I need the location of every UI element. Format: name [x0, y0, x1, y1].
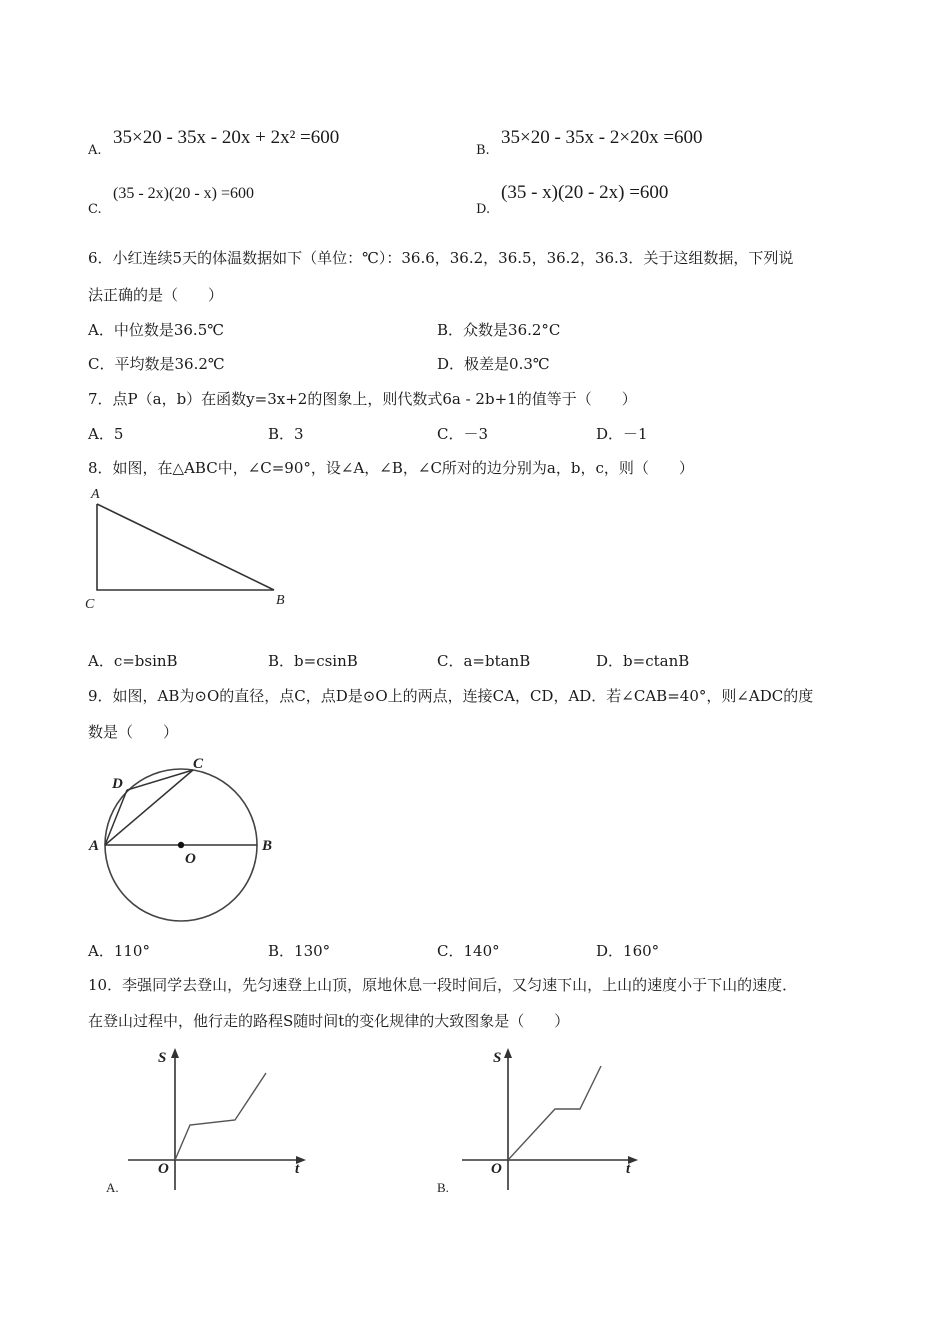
point-b-label: B — [262, 838, 273, 854]
graph-a-t-label: t — [295, 1161, 300, 1177]
q5-option-b-formula: 35×20 - 35x - 2×20x =600 — [501, 127, 703, 148]
q5-option-b-letter: B. — [476, 143, 490, 158]
vertex-c-label: C — [85, 597, 95, 612]
q9-circle-figure — [80, 750, 300, 930]
q5-option-d-formula: (35 - x)(20 - 2x) =600 — [501, 182, 669, 203]
graph-b-origin-label: O — [491, 1161, 502, 1177]
graph-b-s-arrow — [504, 1048, 512, 1058]
chord-ad — [105, 790, 127, 845]
q5-option-c-formula: (35 - 2x)(20 - x) =600 — [113, 185, 254, 202]
q9-option-c: C．140° — [437, 942, 500, 960]
q7-stem: 7．点P（a，b）在函数y=3x+2的图象上，则代数式6a - 2b+1的值等于（ ） — [88, 390, 637, 408]
q5-option-a-formula: 35×20 - 35x - 20x + 2x² =600 — [113, 127, 340, 148]
q8-option-b: B．b=csinB — [268, 652, 358, 670]
q9-option-d: D．160° — [596, 942, 660, 960]
graph-b-s-label: S — [493, 1050, 502, 1066]
q9-stem-line2: 数是（ ） — [88, 723, 179, 741]
graph-b-path — [508, 1066, 601, 1160]
center-point — [178, 842, 184, 848]
q6-option-a: A．中位数是36.5℃ — [88, 321, 225, 339]
q6-option-c: C．平均数是36.2℃ — [88, 355, 225, 373]
q7-option-d: D．－1 — [596, 425, 648, 443]
q10-stem-line2: 在登山过程中，他行走的路程S随时间t的变化规律的大致图象是（ ） — [88, 1012, 570, 1030]
q5-option-c-letter: C. — [88, 202, 102, 217]
q7-option-c: C．－3 — [437, 425, 489, 443]
vertex-b-label: B — [276, 593, 285, 608]
point-a-label: A — [89, 838, 100, 854]
q7-option-a: A．5 — [88, 425, 124, 443]
graph-b-letter: B. — [437, 1180, 449, 1195]
q6-option-b: B．众数是36.2°C — [437, 321, 561, 339]
q8-stem: 8．如图，在△ABC中，∠C=90°，设∠A，∠B，∠C所对的边分别为a，b，c，则（ ） — [88, 459, 694, 477]
q6-option-d: D．极差是0.3℃ — [437, 355, 550, 373]
q7-option-b: B．3 — [268, 425, 304, 443]
q8-triangle-figure — [80, 480, 300, 615]
q6-stem-line2: 法正确的是（ ） — [88, 286, 224, 304]
q9-option-b: B．130° — [268, 942, 331, 960]
triangle-abc — [97, 504, 274, 590]
vertex-a-label: A — [91, 487, 100, 502]
graph-a-letter: A. — [106, 1180, 119, 1195]
q8-option-c: C．a=btanB — [437, 652, 531, 670]
graph-b-t-label: t — [626, 1161, 631, 1177]
graph-a-path — [175, 1073, 266, 1160]
graph-a-s-label: S — [158, 1050, 167, 1066]
graph-a-origin-label: O — [158, 1161, 169, 1177]
q5-option-a-letter: A. — [88, 143, 102, 158]
chord-dc — [127, 770, 193, 790]
q9-option-a: A．110° — [88, 942, 150, 960]
q5-option-d-letter: D. — [476, 202, 491, 217]
point-c-label: C — [193, 756, 204, 772]
q8-option-d: D．b=ctanB — [596, 652, 690, 670]
graph-a-s-arrow — [171, 1048, 179, 1058]
q6-stem-line1: 6．小红连续5天的体温数据如下（单位：℃）：36.6，36.2，36.5，36.2，36.3．关于这组数据，下列说 — [88, 249, 794, 267]
q10-stem-line1: 10．李强同学去登山，先匀速登上山顶，原地休息一段时间后，又匀速下山，上山的速度小于下山的速度． — [88, 976, 798, 994]
q10-graph-a — [100, 1040, 320, 1200]
q10-graph-b — [430, 1040, 650, 1200]
point-o-label: O — [185, 851, 196, 867]
q8-option-a: A．c=bsinB — [88, 652, 178, 670]
point-d-label: D — [112, 776, 123, 792]
q9-stem-line1: 9．如图，AB为⊙O的直径，点C，点D是⊙O上的两点，连接CA，CD，AD．若∠CAB=40°，则∠ADC的度 — [88, 687, 814, 705]
